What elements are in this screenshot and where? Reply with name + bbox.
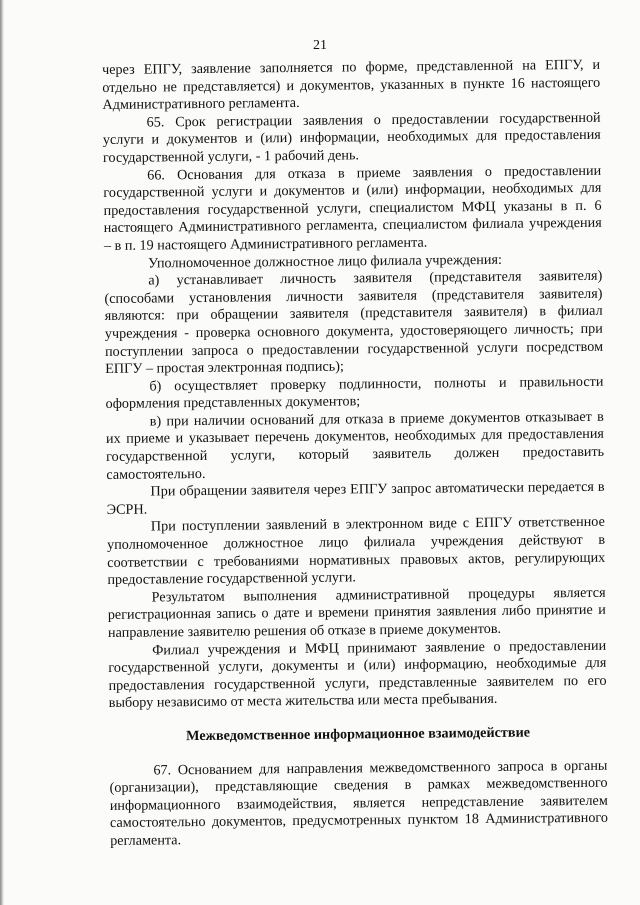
paragraph-item-b: б) осуществляет проверку подлинности, полноты и правильности оформления представленных документов; xyxy=(105,373,604,413)
paragraph-continuation: через ЕПГУ, заявление заполняется по форме, представленной на ЕПГУ, и отдельно не представляется) и документов, указанных в пункте 16 настоящего Административного регламента. xyxy=(102,56,601,114)
scan-edge-shadow xyxy=(0,0,4,905)
paragraph-authorized-official: Уполномоченное должностное лицо филиала учреждения: xyxy=(148,251,502,272)
paragraph-epgu-request: При обращении заявителя через ЕПГУ запрос автоматически передается в ЭСРН. xyxy=(106,479,605,518)
section-heading: Межведомственное информационное взаимодействие xyxy=(186,724,531,745)
paragraph-branch-and-mfc: Филиал учреждения и МФЦ принимают заявление о предоставлении государственной услуги, документы и (или) информацию, необходимые для предоставления государственной услуги, представленные заявителем по его выбору независимо от места жительства или места пребывания. xyxy=(108,637,607,712)
paragraph-electronic-applications: При поступлении заявлений в электронном виде с ЕПГУ ответственное уполномоченное должностное лицо филиала учреждения действуют в соответствии с требованиями нормативных правовых актов, регулирующих предоставление государственной услуги. xyxy=(106,514,606,589)
paragraph-67: 67. Основанием для направления межведомственного запроса в органы (организации), представляющие сведения в рамках межведомственного информационного взаимодействия, является непредставление заявителем самостоятельно документов, предусмотренных пунктом 18 Административного регламента. xyxy=(109,757,609,849)
document-body xyxy=(102,57,608,851)
paragraph-procedure-result: Результатом выполнения административной процедуры является регистрационная запись о дате и времени принятия заявления либо принятие и направление заявителю решения об отказе в приеме документов. xyxy=(107,584,606,641)
paragraph-65: 65. Срок регистрации заявления о предоставлении государственной услуги и документов и (или) информации, необходимых для предоставления государственной услуги, - 1 рабочий день. xyxy=(102,109,601,166)
page-number: 21 xyxy=(313,38,327,53)
paragraph-item-v: в) при наличии оснований для отказа в приеме документов отказывает в их приеме и указывает перечень документов, необходимых для предоставления государственной услуги, который заявитель должен предоставить самостоятельно. xyxy=(105,408,605,483)
paragraph-66: 66. Основания для отказа в приеме заявления о предоставлении государственной услуги и документов и (или) информации, необходимых для предоставления государственной услуги, специалистом МФЦ указаны в п. 6 настоящего Административного регламента, специалистом филиала учреждения – в п. 19 настоящего Административного регламента. xyxy=(103,162,602,254)
paragraph-item-a: а) устанавливает личность заявителя (представителя заявителя) (способами установления личности заявителя (представителя заявителя) являются: при обращении заявителя (представителя заявителя) в филиал учреждения - проверка основного документа, удостоверяющего личность; при поступлении запроса о предоставлении государственной услуги посредством ЕПГУ – простая электронная подпись); xyxy=(104,267,604,378)
